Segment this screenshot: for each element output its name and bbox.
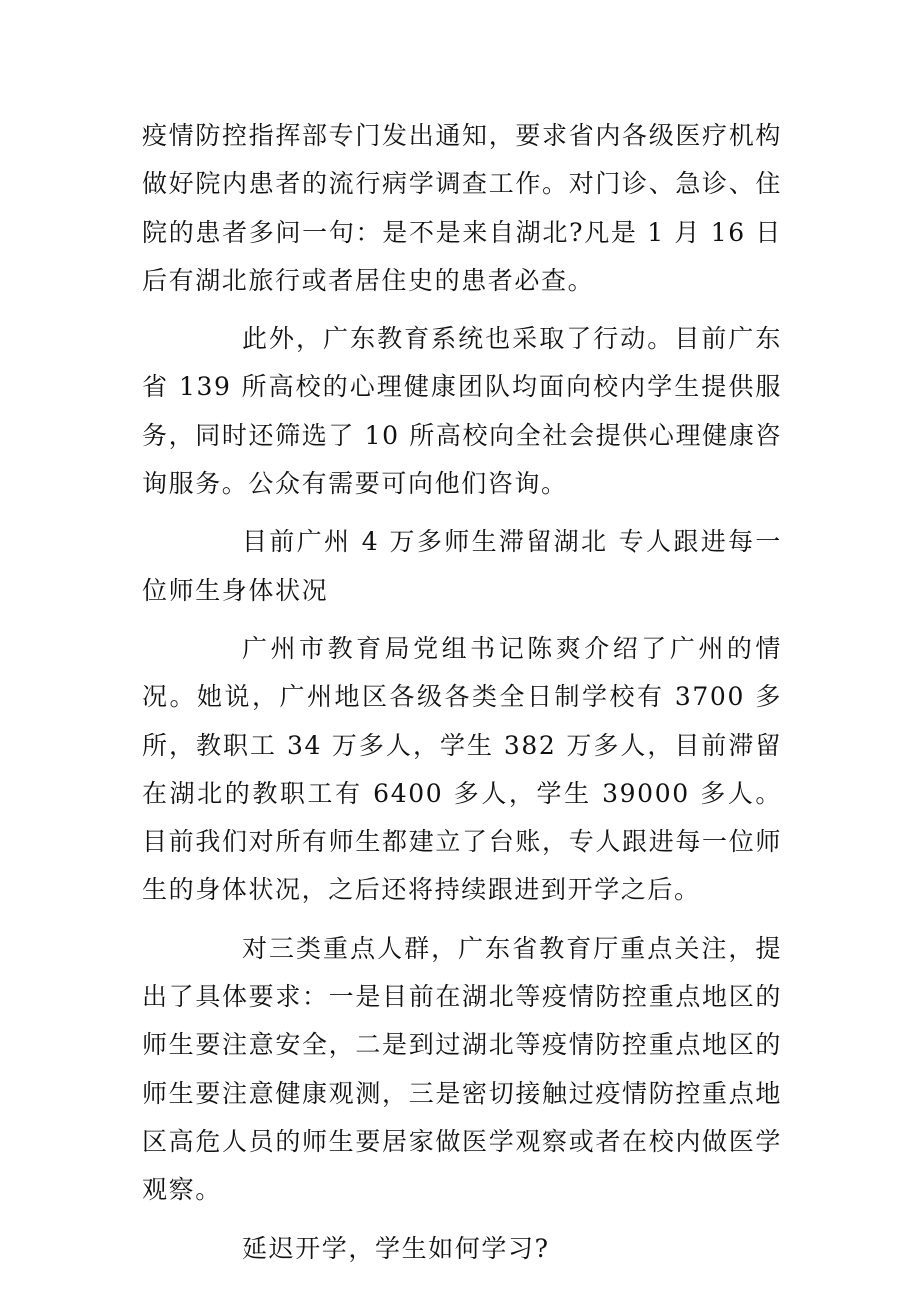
paragraph-4: 对三类重点人群，广东省教育厅重点关注，提出了具体要求：一是目前在湖北等疫情防控重点地区的师生要注意安全，二是到过湖北等疫情防控重点地区的师生要注意健康观测，三是密切接触过疫情防控重点地区高危人员的师生要居家做医学观察或者在校内做医学观察。 <box>142 933 782 1205</box>
paragraph-3: 广州市教育局党组书记陈爽介绍了广州的情况。她说，广州地区各级各类全日制学校有 3700 多所，教职工 34 万多人，学生 382 万多人，目前滞留在湖北的教职工有 6400 多人，学生 39000 多人。目前我们对所有师生都建立了台账，专人跟进每一位师生的身体状况，之后还将持续跟进到开学之后。 <box>142 633 782 905</box>
section-heading-guangzhou: 目前广州 4 万多师生滞留湖北 专人跟进每一位师生身体状况 <box>142 527 782 605</box>
section-heading-study: 延迟开学，学生如何学习? <box>242 1233 550 1263</box>
paragraph-1: 疫情防控指挥部专门发出通知，要求省内各级医疗机构做好院内患者的流行病学调查工作。对门诊、急诊、住院的患者多问一句：是不是来自湖北?凡是 1 月 16 日后有湖北旅行或者居住史的患者必查。 <box>142 121 782 295</box>
document-body <box>142 112 782 1283</box>
paragraph-2: 此外，广东教育系统也采取了行动。目前广东省 139 所高校的心理健康团队均面向校内学生提供服务，同时还筛选了 10 所高校向全社会提供心理健康咨询服务。公众有需要可向他们咨询。 <box>142 324 782 499</box>
